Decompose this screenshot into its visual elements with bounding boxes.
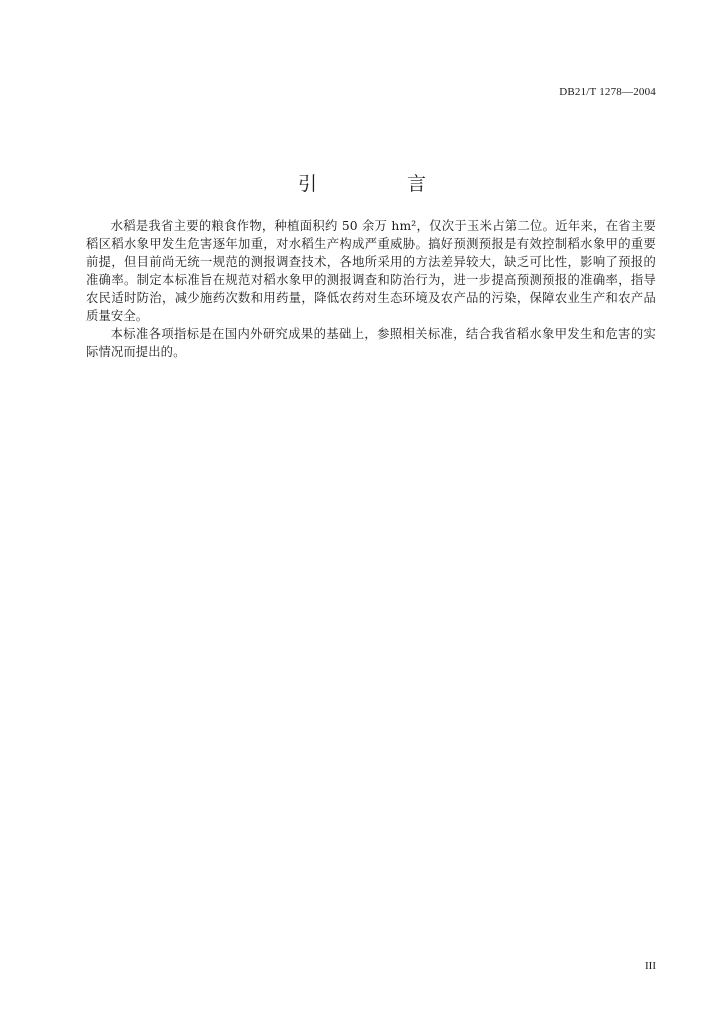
page-number: III — [645, 960, 656, 972]
standard-code-header: DB21/T 1278—2004 — [559, 86, 656, 98]
paragraph-2: 本标准各项指标是在国内外研究成果的基础上，参照相关标准，结合我省稻水象甲发生和危害的实际情况而提出的。 — [86, 327, 656, 359]
page-title: 引 言 — [297, 172, 469, 195]
introduction-body — [86, 217, 656, 361]
paragraph-1: 水稻是我省主要的粮食作物，种植面积约 50 余万 hm²，仅次于玉米占第二位。近年来，在省主要稻区稻水象甲发生危害逐年加重，对水稻生产构成严重威胁。搞好预测预报是有效控制稻水象甲的重要前提，但目前尚无统一规范的测报调查技术，各地所采用的方法差异较大，缺乏可比性，影响了预报的准确率。制定本标准旨在规范对稻水象甲的测报调查和防治行为，进一步提高预测预报的准确率，指导农民适时防治，减少施药次数和用药量，降低农药对生态环境及农产品的污染，保障农业生产和农产品质量安全。 — [86, 219, 656, 323]
